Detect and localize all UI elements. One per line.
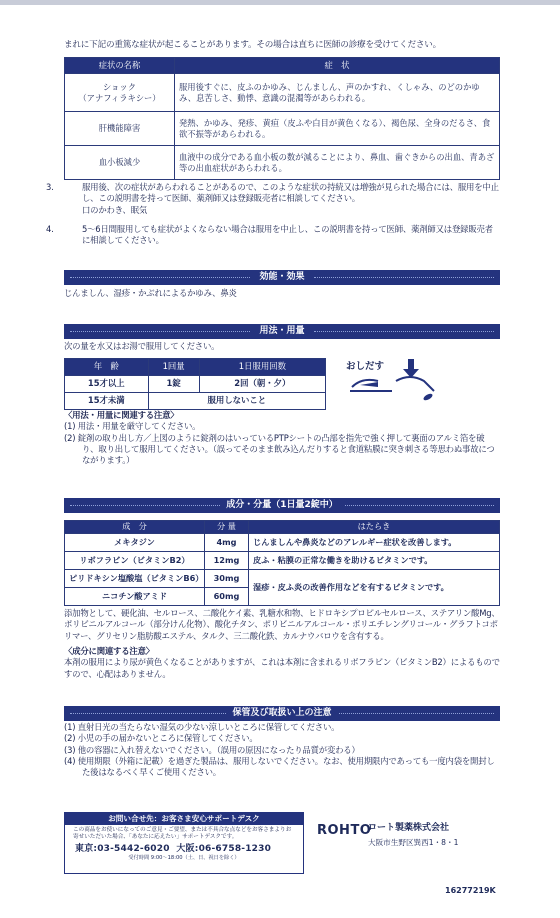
product-code: 16277219K (445, 886, 496, 895)
table-row: 15才以上 1錠 2回（朝・夕） (65, 376, 326, 393)
table-row (65, 74, 500, 112)
function-header: はたらき (249, 521, 500, 534)
efficacy-text: じんましん、湿疹・かぶれによるかゆみ、鼻炎 (64, 288, 237, 298)
storage-notes: (1) 直射日光の当たらない湿気の少ない涼しいところに保管してください。 (2) 小児の手の届かないところに保管してください。 (3) 他の容器に入れ替えないでください。（誤用の原因になったり品質が変わる） (4) 使用期限（外箱に記載）を過ぎた製品は、服用しないでください。なお、使用期限内であっても一度内袋を開封した後はなるべく早くご使用ください。 (64, 722, 495, 778)
osaka-phone: 大阪:06-6758-1230 (176, 843, 272, 854)
dosage-table (64, 358, 326, 410)
table-row: ピリドキシン塩酸塩（ビタミンB6） 30mg 湿疹・皮ふ炎の改善作用などを有するビタミンです。 (65, 570, 500, 588)
storage-band (64, 706, 500, 721)
top-border (0, 0, 560, 5)
composition-band (64, 498, 500, 513)
company-name: ロート製薬株式会社 (368, 823, 450, 833)
company-address: 大阪市生野区巽西1・8・1 (368, 838, 459, 847)
symptom-name: 血小板減少 (65, 146, 175, 180)
table-row: 15才未満 服用しないこと (65, 393, 326, 410)
symptom-desc: 服用後すぐに、皮ふのかゆみ、じんましん、声のかすれ、くしゃみ、のどのかゆみ、息苦しさ、動悸、意識の混濁等があらわれる。 (175, 74, 500, 112)
dose-header: 1回量 (148, 359, 199, 376)
note-3-symptoms: 口のかわき、眠気 (82, 204, 148, 215)
composition-notes: 〈成分に関連する注意〉 本剤の服用により尿が黄色くなることがありますが、これは本剤に含まれるリボフラビン（ビタミンB2）によるものですので、心配はありません。 (64, 646, 500, 679)
composition-table (64, 520, 500, 606)
dosage-intro: 次の量を水又はお湯で服用してください。 (64, 341, 220, 351)
composition-title: 成分・分量（1日量2錠中） (220, 500, 344, 510)
composition-notes-title: 〈成分に関連する注意〉 (64, 646, 154, 656)
note-4: 4. 5～6日間服用しても症状がよくならない場合は服用を中止し、この説明書を持って医師、薬剤師又は登録販売者に相談してください。 (46, 224, 493, 246)
press-out-illustration (346, 357, 456, 407)
table-row (65, 112, 500, 146)
amount-header: 分 量 (205, 521, 249, 534)
efficacy-title: 効能・効果 (253, 272, 310, 282)
dosage-notes-title: 〈用法・用量に関連する注意〉 (64, 410, 179, 420)
symptom-name: ショック （アナフィラキシー） (65, 74, 175, 112)
dosage-notes: 〈用法・用量に関連する注意〉 (1) 用法・用量を厳守してください。 (2) 錠剤の取り出し方／上図のように錠剤のはいっているPTPシートの凸部を指先で強く押して裏面のアルミ箔を破り、取り出して服用してください。（誤ってそのまま飲み込んだりすると食道粘膜に突き刺さる等思わぬ事故につながります。） (64, 410, 500, 467)
note-3: 3. 服用後、次の症状があらわれることがあるので、このような症状の持続又は増強が見られた場合には、服用を中止し、この説明書を持って医師、薬剤師又は登録販売者に相談してください。 口のかわき、眠気 (46, 182, 499, 215)
serious-symptoms-table (64, 57, 500, 180)
additives: 添加物として、硬化油、セルロース、二酸化ケイ素、乳糖水和物、ヒドロキシプロピルセルロース、ステアリン酸Mg、ポリビニルアルコール（部分けん化物）、酸化チタン、ポリビニルアルコール・ポリエチレングリコール・グラフトコポリマー、グリセリン脂肪酸エステル、タルク、三二酸化鉄、カルナウバロウを含有する。 (64, 608, 500, 641)
support-hours: 受付時間 9:00～18:00（土、日、祝日を除く） (128, 854, 240, 861)
ingredient-header: 成 分 (65, 521, 205, 534)
table-row: リボフラビン（ビタミンB2） 12mg 皮ふ・粘膜の正常な働きを助けるビタミンです。 (65, 552, 500, 570)
oshidasu-label: おしだす (346, 361, 385, 372)
warning-intro: まれに下記の重篤な症状が起こることがあります。その場合は直ちに医師の診療を受けてください。 (64, 40, 442, 50)
symptom-desc: 発熱、かゆみ、発疹、黄疸（皮ふや白目が黄色くなる）、褐色尿、全身のだるさ、食欲不振等があらわれる。 (175, 112, 500, 146)
support-desk-header: お問い合せ先：お客さま安心サポートデスク (65, 813, 303, 825)
ptp-press-icon (346, 357, 456, 407)
symptom-name-header: 症状の名称 (65, 58, 175, 74)
dosage-band (64, 324, 500, 339)
rohto-logo: ROHTO (317, 823, 372, 838)
frequency-header: 1日服用回数 (199, 359, 325, 376)
table-row: メキタジン 4mg じんましんや鼻炎などのアレルギー症状を改善します。 (65, 534, 500, 552)
symptom-name: 肝機能障害 (65, 112, 175, 146)
tokyo-phone: 東京:03-5442-6020 (75, 843, 170, 854)
support-desk-box (64, 812, 304, 874)
support-desk-text: この商品をお使いになってのご意見・ご要望、または不具合な点などをお客さまよりお寄せいただいた場合、「あなたに応えたい」サポートデスクです。 (73, 827, 292, 841)
table-row: ニコチン酸アミド 60mg (65, 588, 500, 606)
age-header: 年 齢 (65, 359, 149, 376)
table-row (65, 146, 500, 180)
efficacy-band (64, 270, 500, 285)
dosage-title: 用法・用量 (253, 326, 310, 336)
symptom-desc-header: 症 状 (175, 58, 500, 74)
storage-title: 保管及び取扱い上の注意 (226, 708, 337, 718)
symptom-desc: 血液中の成分である血小板の数が減ることにより、鼻血、歯ぐきからの出血、青あざ等の出血症状があらわれる。 (175, 146, 500, 180)
phone-numbers (65, 842, 303, 855)
